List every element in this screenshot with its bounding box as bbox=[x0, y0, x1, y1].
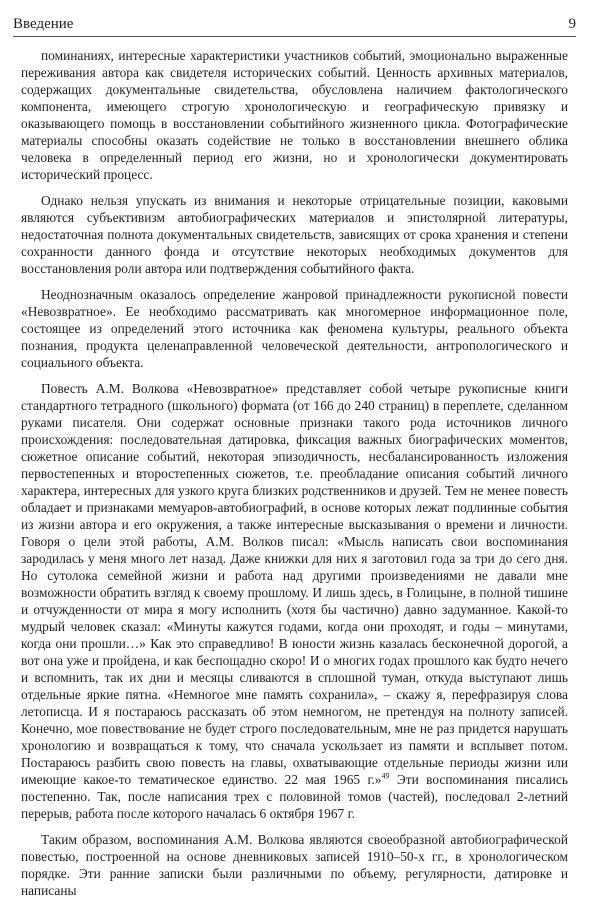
page-body bbox=[21, 47, 568, 898]
paragraph-3 bbox=[21, 286, 568, 371]
page-number: 9 bbox=[568, 16, 576, 32]
paragraph-4-tail: Эти воспоминания писались постепенно. Так, после написания трех с половиной томов (частей), последовал 2-летний перерыв, работа после которого началась 6 октября 1967 г. bbox=[21, 772, 568, 821]
page-header bbox=[13, 14, 576, 37]
paragraph-5-text: Таким образом, воспоминания А.М. Волкова являются своеобразной автобиографической повестью, построенной на основе дневниковых записей 1910–50-х гг., в хронологическом порядке. Эти ранние записки были различными по объему, регулярности, датировке и написаны bbox=[21, 832, 568, 898]
paragraph-5 bbox=[21, 831, 568, 899]
paragraph-2-text: Однако нельзя упускать из внимания и некоторые отрицательные позиции, каковыми являются субъективизм автобиографических материалов и эпистолярной литературы, недостаточная полнота документальных свидетельств, зависящих от срока хранения и степени сохранности данного фонда и отсутствие некоторых необходимых документов для восстановления роли автора или подтверждения событийного факта. bbox=[21, 193, 568, 276]
paragraph-4 bbox=[21, 380, 568, 822]
running-header-title: Введение bbox=[13, 16, 74, 32]
paragraph-2 bbox=[21, 192, 568, 277]
paragraph-4-text: Повесть А.М. Волкова «Невозвратное» представляет собой четыре рукописные книги стандартного тетрадного (школьного) формата (от 166 до 240 страниц) в переплете, сделанном руками писателя. Они содержат основные признаки такого рода источников личного происхождения: последовательная датировка, фиксация важных биографических моментов, сюжетное описание событий, некоторая эпизодичность, несбалансированность изложения первостепенных и второстепенных сюжетов, т.е. преобладание описания событий личного характера, интересных для узкого круга близких родственников и друзей. Тем не менее повесть обладает и признаками мемуаров-автобиографий, в основе которых лежат подлинные события из жизни автора и его окружения, а также интересные высказывания о времени и личности. Говоря о цели этой работы, А.М. Волков писал: «Мысль написать свои воспоминания зародилась у меня много лет назад. Даже книжки для них я заготовил года за три до сего дня. Но сутолока семейной жизни и работа над другими произведениями не давали мне возможности обратить взгляд к своему прошлому. И лишь здесь, в Голицыне, в полной тишине и отчужденности от мира я могу исполнить (хотя бы частично) давно задуманное. Какой-то мудрый человек сказал: «Минуты кажутся годами, когда они проходят, и годы – минутами, когда они прошли…» Как это справедливо! В юности жизнь казалась бесконечной дорогой, а вот она уже и пройдена, и как беспощадно скоро! И о многих годах прошлого как будто нечего и вспомнить, так их дни и месяцы сливаются в сплошной туман, откуда выступают лишь отдельные яркие пятна. «Немногое мне память сохранила», – скажу я, перефразируя слова летописца. И я постараюсь рассказать об этом немногом, не претендуя на полноту записей. Конечно, мое повествование не будет строго последовательным, мне не раз придется нарушать хронологию и возвращаться к тому, что сначала ускользает из памяти и всплывет потом. Постараюсь разбить свою повесть на главы, охватывающие отдельные периоды жизни или имеющие какое-то тематическое единство. 22 мая 1965 г.» bbox=[21, 381, 568, 787]
paragraph-1 bbox=[21, 47, 568, 183]
footnote-ref[interactable]: 49 bbox=[381, 771, 390, 781]
paragraph-3-text: Неоднозначным оказалось определение жанровой принадлежности рукописной повести «Невозвратное». Ее необходимо рассматривать как многомерное информационное поле, состоящее из определений этого источника как феномена культуры, реального объекта познания, продукта целенаправленной человеческой деятельности, антропологического и социального объекта. bbox=[21, 287, 568, 370]
paragraph-1-text: поминаниях, интересные характеристики участников событий, эмоционально выраженные переживания автора как свидетеля исторических событий. Ценность архивных материалов, содержащих документальные свидетельства, обусловлена наличием фактологического компонента, имеющего строгую хронологическую и географическую привязку и оказывающего помощь в восстановлении событийного жизненного цикла. Фотографические материалы способны оказать содействие не только в восстановлении внешнего облика человека в определенный период его жизни, но и хронологически документировать исторический процесс. bbox=[21, 48, 568, 182]
